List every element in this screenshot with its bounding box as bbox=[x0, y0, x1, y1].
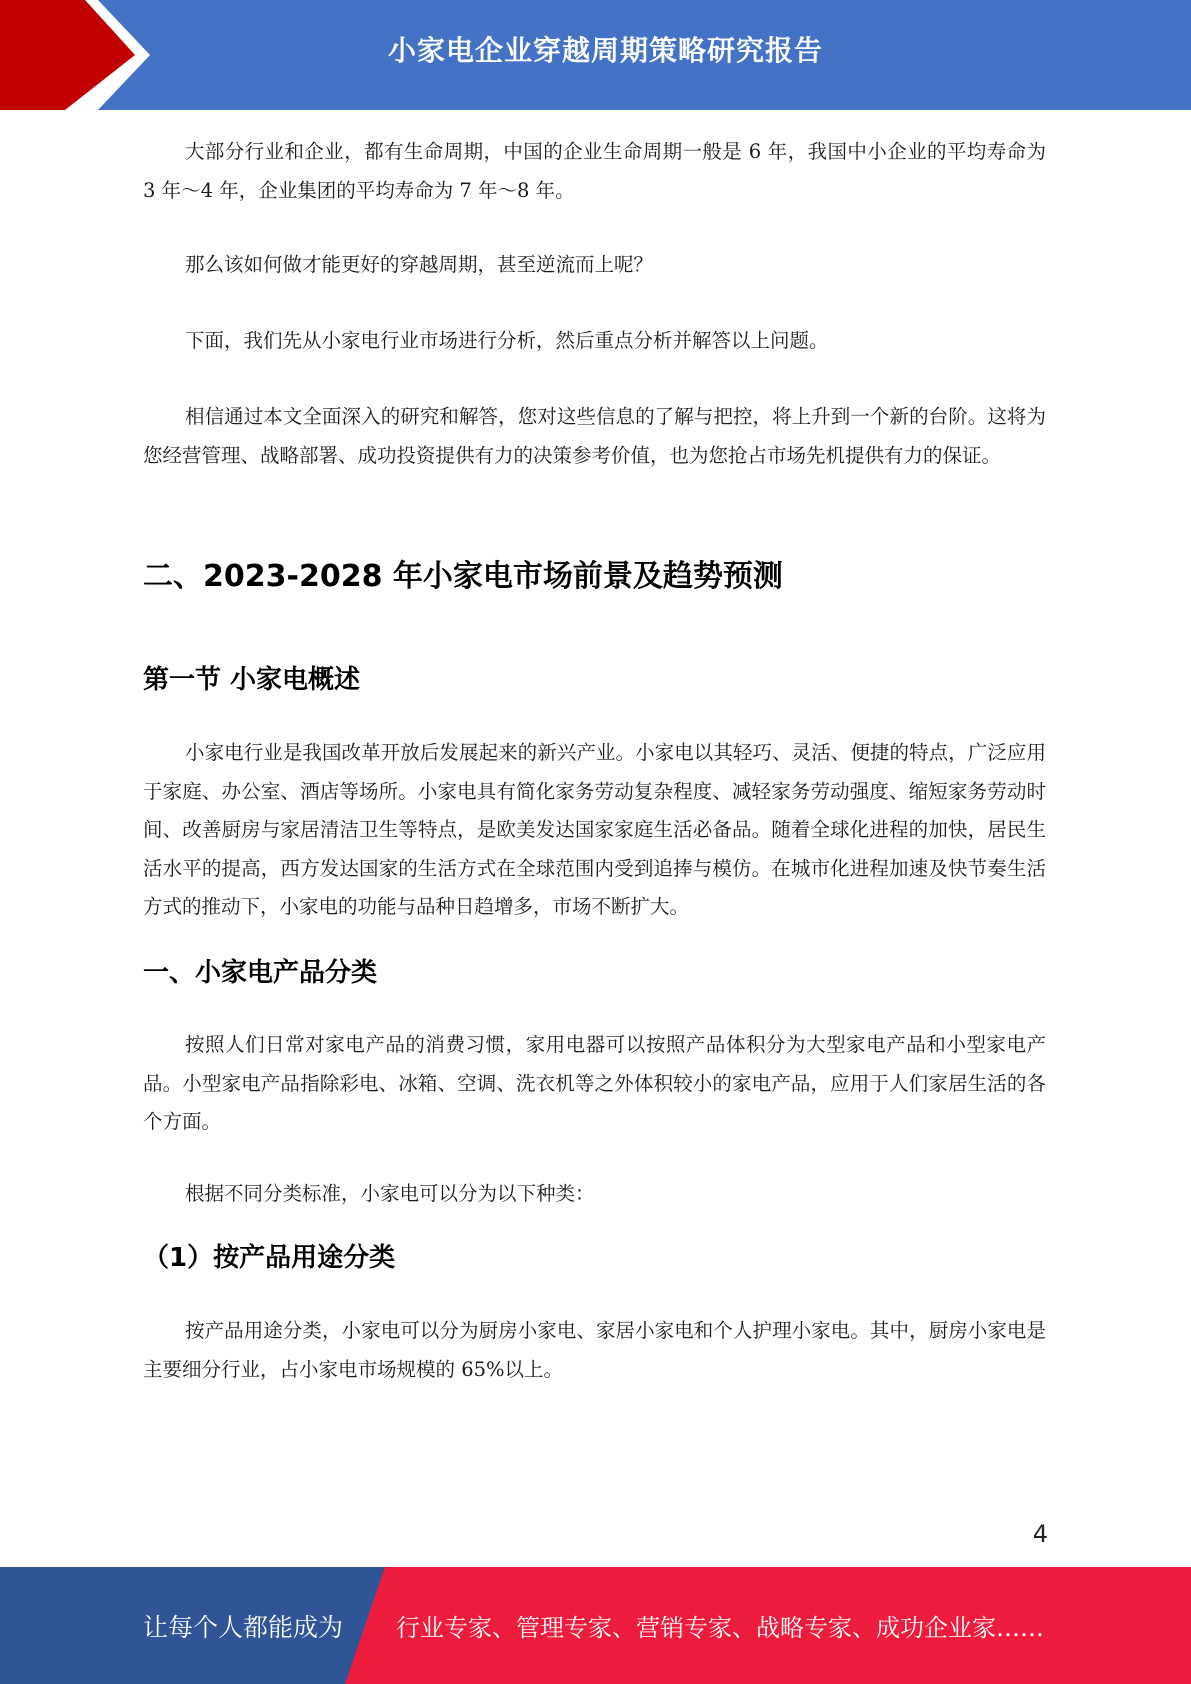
item-paragraph: 按产品用途分类，小家电可以分为厨房小家电、家居小家电和个人护理小家电。其中，厨房小家电是主要细分行业，占小家电市场规模的 65%以上。 bbox=[143, 1319, 1046, 1381]
chapter-heading: 二、2023-2028 年小家电市场前景及趋势预测 bbox=[143, 559, 783, 594]
subsection-heading: 一、小家电产品分类 bbox=[143, 958, 378, 988]
footer-banner bbox=[0, 1567, 1191, 1684]
section-paragraph: 小家电行业是我国改革开放后发展起来的新兴产业。小家电以其轻巧、灵活、便捷的特点，广泛应用于家庭、办公室、酒店等场所。小家电具有简化家务劳动复杂程度、减轻家务劳动强度、缩短家务劳动时间、改善厨房与家居清洁卫生等特点，是欧美发达国家家庭生活必备品。随着全球化进程的加快，居民生活水平的提高，西方发达国家的生活方式在全球范围内受到追捧与模仿。在城市化进程加速及快节奏生活方式的推动下，小家电的功能与品种日趋增多，市场不断扩大。 bbox=[143, 741, 1046, 918]
subsection-paragraph-2: 根据不同分类标准，小家电可以分为以下种类： bbox=[185, 1182, 595, 1205]
intro-paragraph-4: 相信通过本文全面深入的研究和解答，您对这些信息的了解与把控，将上升到一个新的台阶。这将为您经营管理、战略部署、成功投资提供有力的决策参考价值，也为您抢占市场先机提供有力的保证。 bbox=[143, 405, 1046, 467]
intro-paragraph-3: 下面，我们先从小家电行业市场进行分析，然后重点分析并解答以上问题。 bbox=[185, 329, 829, 352]
document-title: 小家电企业穿越周期策略研究报告 bbox=[387, 34, 823, 67]
intro-paragraph-2: 那么该如何做才能更好的穿越周期，甚至逆流而上呢？ bbox=[185, 253, 654, 276]
item-heading: （1）按产品用途分类 bbox=[143, 1243, 396, 1273]
section-heading: 第一节 小家电概述 bbox=[143, 665, 361, 695]
header-banner bbox=[0, 0, 1191, 110]
footer-slogan-left: 让每个人都能成为 bbox=[143, 1612, 344, 1642]
footer-slogan-right: 行业专家、管理专家、营销专家、战略专家、成功企业家…… bbox=[396, 1614, 1044, 1642]
page-number: 4 bbox=[1032, 1520, 1048, 1548]
subsection-paragraph-1: 按照人们日常对家电产品的消费习惯，家用电器可以按照产品体积分为大型家电产品和小型家电产品。小型家电产品指除彩电、冰箱、空调、洗衣机等之外体积较小的家电产品，应用于人们家居生活的各个方面。 bbox=[143, 1033, 1046, 1133]
intro-paragraph-1: 大部分行业和企业，都有生命周期，中国的企业生命周期一般是 6 年，我国中小企业的平均寿命为 3 年～4 年，企业集团的平均寿命为 7 年～8 年。 bbox=[143, 140, 1046, 202]
